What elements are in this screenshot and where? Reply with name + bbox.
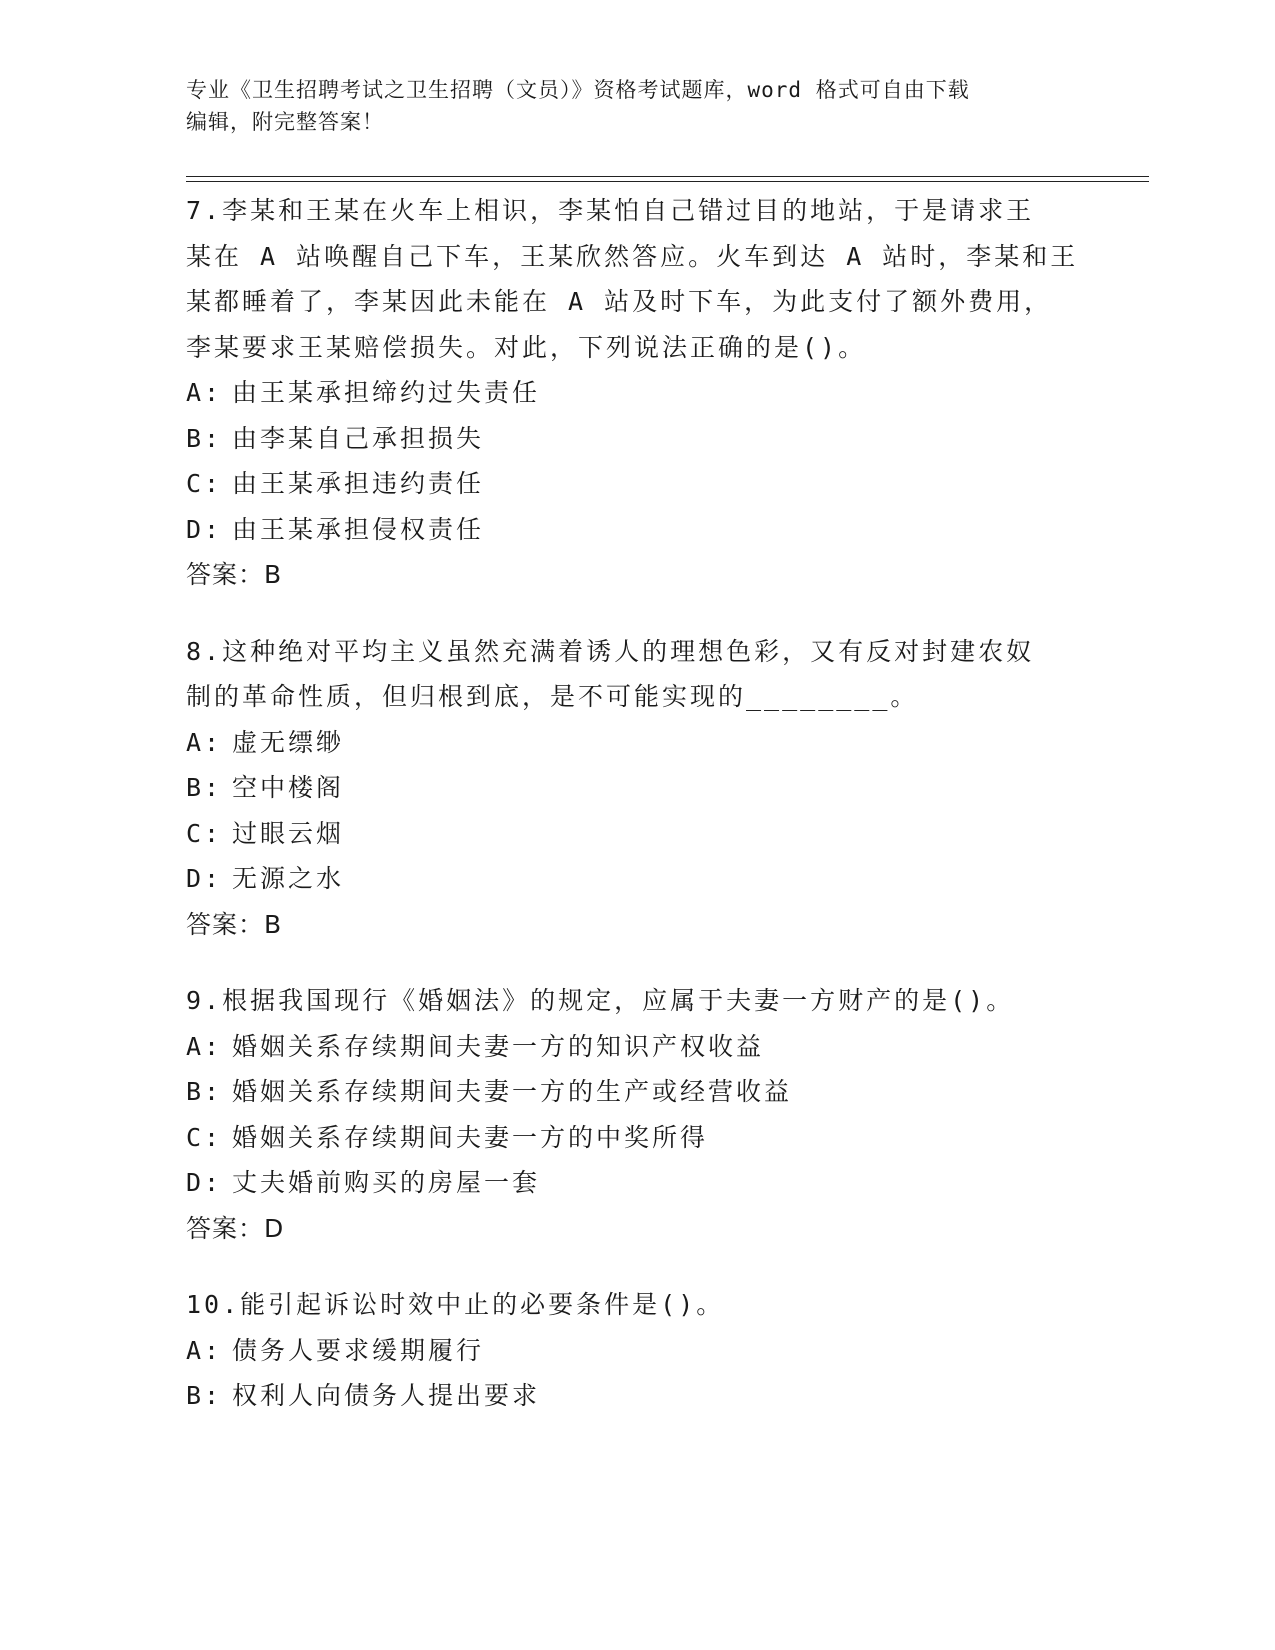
answer-line: 答案：B [186, 909, 283, 939]
option-letter: B: [186, 1077, 223, 1106]
option-text: 婚姻关系存续期间夫妻一方的中奖所得 [232, 1122, 709, 1152]
option-letter: C: [186, 818, 223, 848]
option-a [186, 1328, 1086, 1374]
option-text: 丈夫婚前购买的房屋一套 [232, 1168, 541, 1197]
question-8 [186, 629, 1086, 948]
option-letter: D: [186, 1168, 223, 1197]
option-text: 过眼云烟 [232, 818, 345, 848]
option-c [186, 811, 1086, 857]
option-text: 无源之水 [232, 864, 345, 893]
option-d [186, 856, 1086, 902]
option-letter: C: [186, 1122, 223, 1152]
option-b [186, 1373, 1086, 1419]
option-text: 由李某自己承担损失 [232, 423, 485, 453]
option-letter: B: [186, 423, 223, 453]
question-stem-line: 李某要求王某赔偿损失。对此，下列说法正确的是()。 [186, 332, 867, 362]
question-stem-line: 7.李某和王某在火车上相识，李某怕自己错过目的地站，于是请求王 [186, 196, 1035, 225]
option-b [186, 765, 1086, 811]
answer-line: 答案：B [186, 560, 283, 589]
question-stem-line: 某都睡着了，李某因此未能在 A 站及时下车，为此支付了额外费用， [186, 287, 1053, 316]
option-text: 虚无缥缈 [232, 727, 345, 757]
option-a [186, 370, 1086, 416]
option-text: 空中楼阁 [232, 773, 345, 802]
question-list [186, 188, 1086, 1450]
header-line-2: 编辑，附完整答案！ [186, 110, 384, 134]
question-10 [186, 1282, 1086, 1419]
question-stem-line: 某在 A 站唤醒自己下车，王某欣然答应。火车到达 A 站时，李某和王 [186, 241, 1079, 271]
option-text: 婚姻关系存续期间夫妻一方的知识产权收益 [232, 1031, 765, 1061]
option-letter: A: [186, 1031, 223, 1061]
option-text: 由王某承担侵权责任 [232, 514, 485, 544]
option-letter: D: [186, 514, 223, 544]
option-a [186, 720, 1086, 766]
option-text: 由王某承担违约责任 [232, 469, 485, 498]
option-letter: A: [186, 727, 223, 757]
question-stem-line: 8.这种绝对平均主义虽然充满着诱人的理想色彩，又有反对封建农奴 [186, 636, 1035, 666]
question-7 [186, 188, 1086, 598]
header-divider-top [186, 176, 1149, 177]
option-letter: A: [186, 378, 223, 407]
question-stem-line: 制的革命性质，但归根到底，是不可能实现的________。 [186, 682, 919, 711]
option-d [186, 507, 1086, 553]
option-letter: C: [186, 469, 223, 498]
option-letter: B: [186, 773, 223, 802]
question-stem-line: 9.根据我国现行《婚姻法》的规定，应属于夫妻一方财产的是()。 [186, 986, 1015, 1015]
option-text: 债务人要求缓期履行 [232, 1335, 485, 1365]
option-text: 由王某承担缔约过失责任 [232, 378, 541, 407]
option-b [186, 1069, 1086, 1115]
option-a [186, 1024, 1086, 1070]
header-line-1: 专业《卫生招聘考试之卫生招聘（文员）》资格考试题库，word 格式可自由下载 [186, 78, 970, 102]
option-text: 婚姻关系存续期间夫妻一方的生产或经营收益 [232, 1077, 793, 1106]
option-letter: A: [186, 1335, 223, 1365]
option-c [186, 1115, 1086, 1161]
option-c [186, 461, 1086, 507]
question-stem-line: 10.能引起诉讼时效中止的必要条件是()。 [186, 1290, 725, 1319]
question-9 [186, 978, 1086, 1251]
option-text: 权利人向债务人提出要求 [232, 1381, 541, 1410]
option-d [186, 1160, 1086, 1206]
header-divider-bottom [186, 181, 1149, 182]
option-letter: D: [186, 864, 223, 893]
document-header [186, 74, 1086, 138]
answer-line: 答案：D [186, 1213, 285, 1243]
option-letter: B: [186, 1381, 223, 1410]
option-b [186, 416, 1086, 462]
